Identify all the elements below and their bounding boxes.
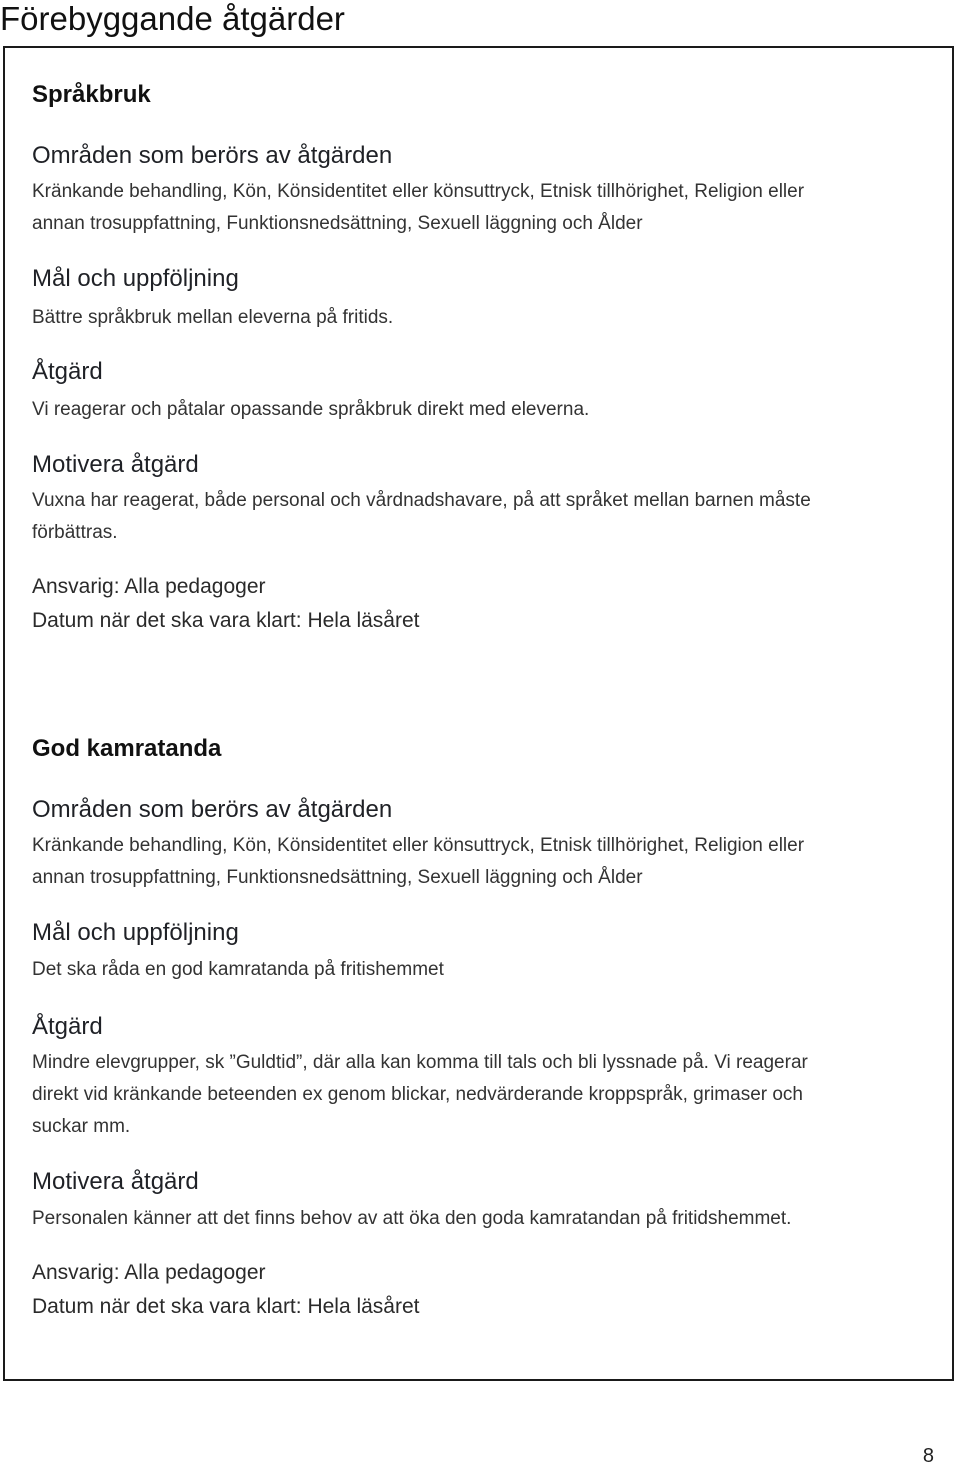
deadline-line: Datum när det ska vara klart: Hela läsåret [32,609,420,632]
page-title: Förebyggande åtgärder [0,0,345,37]
action-text: suckar mm. [32,1116,131,1137]
responsible-line: Ansvarig: Alla pedagoger [32,575,266,598]
motivation-heading: Motivera åtgärd [32,1168,199,1195]
areas-text: Kränkande behandling, Kön, Könsidentitet eller könsuttryck, Etnisk tillhörighet, Religion eller [32,835,805,856]
action-text: Vi reagerar och påtalar opassande språkbruk direkt med eleverna. [32,399,590,420]
goal-text: Bättre språkbruk mellan eleverna på fritids. [32,307,394,328]
motivation-text: Personalen känner att det finns behov av att öka den goda kamratandan på fritidshemmet. [32,1208,792,1229]
responsible-line: Ansvarig: Alla pedagoger [32,1261,266,1284]
motivation-text: förbättras. [32,522,118,543]
areas-text: annan trosuppfattning, Funktionsnedsättning, Sexuell läggning och Ålder [32,867,643,888]
areas-heading: Områden som berörs av åtgärden [32,142,393,169]
areas-text: annan trosuppfattning, Funktionsnedsättning, Sexuell läggning och Ålder [32,213,643,234]
measures-panel [3,46,954,1381]
goal-heading: Mål och uppföljning [32,265,239,292]
motivation-text: Vuxna har reagerat, både personal och vårdnadshavare, på att språket mellan barnen måste [32,490,811,511]
action-heading: Åtgärd [32,358,103,385]
section-title-sprakbruk: Språkbruk [32,81,151,108]
goal-text: Det ska råda en god kamratanda på fritishemmet [32,959,444,980]
areas-text: Kränkande behandling, Kön, Könsidentitet eller könsuttryck, Etnisk tillhörighet, Religion eller [32,181,805,202]
action-text: direkt vid kränkande beteenden ex genom blickar, nedvärderande kroppspråk, grimaser och [32,1084,804,1105]
action-text: Mindre elevgrupper, sk ”Guldtid”, där alla kan komma till tals och bli lyssnade på. Vi reagerar [32,1052,808,1073]
motivation-heading: Motivera åtgärd [32,451,199,478]
section-title-god-kamratanda: God kamratanda [32,735,222,762]
goal-heading: Mål och uppföljning [32,919,239,946]
areas-heading: Områden som berörs av åtgärden [32,796,393,823]
page-number: 8 [922,1445,934,1467]
action-heading: Åtgärd [32,1013,103,1040]
deadline-line: Datum när det ska vara klart: Hela läsåret [32,1295,420,1318]
